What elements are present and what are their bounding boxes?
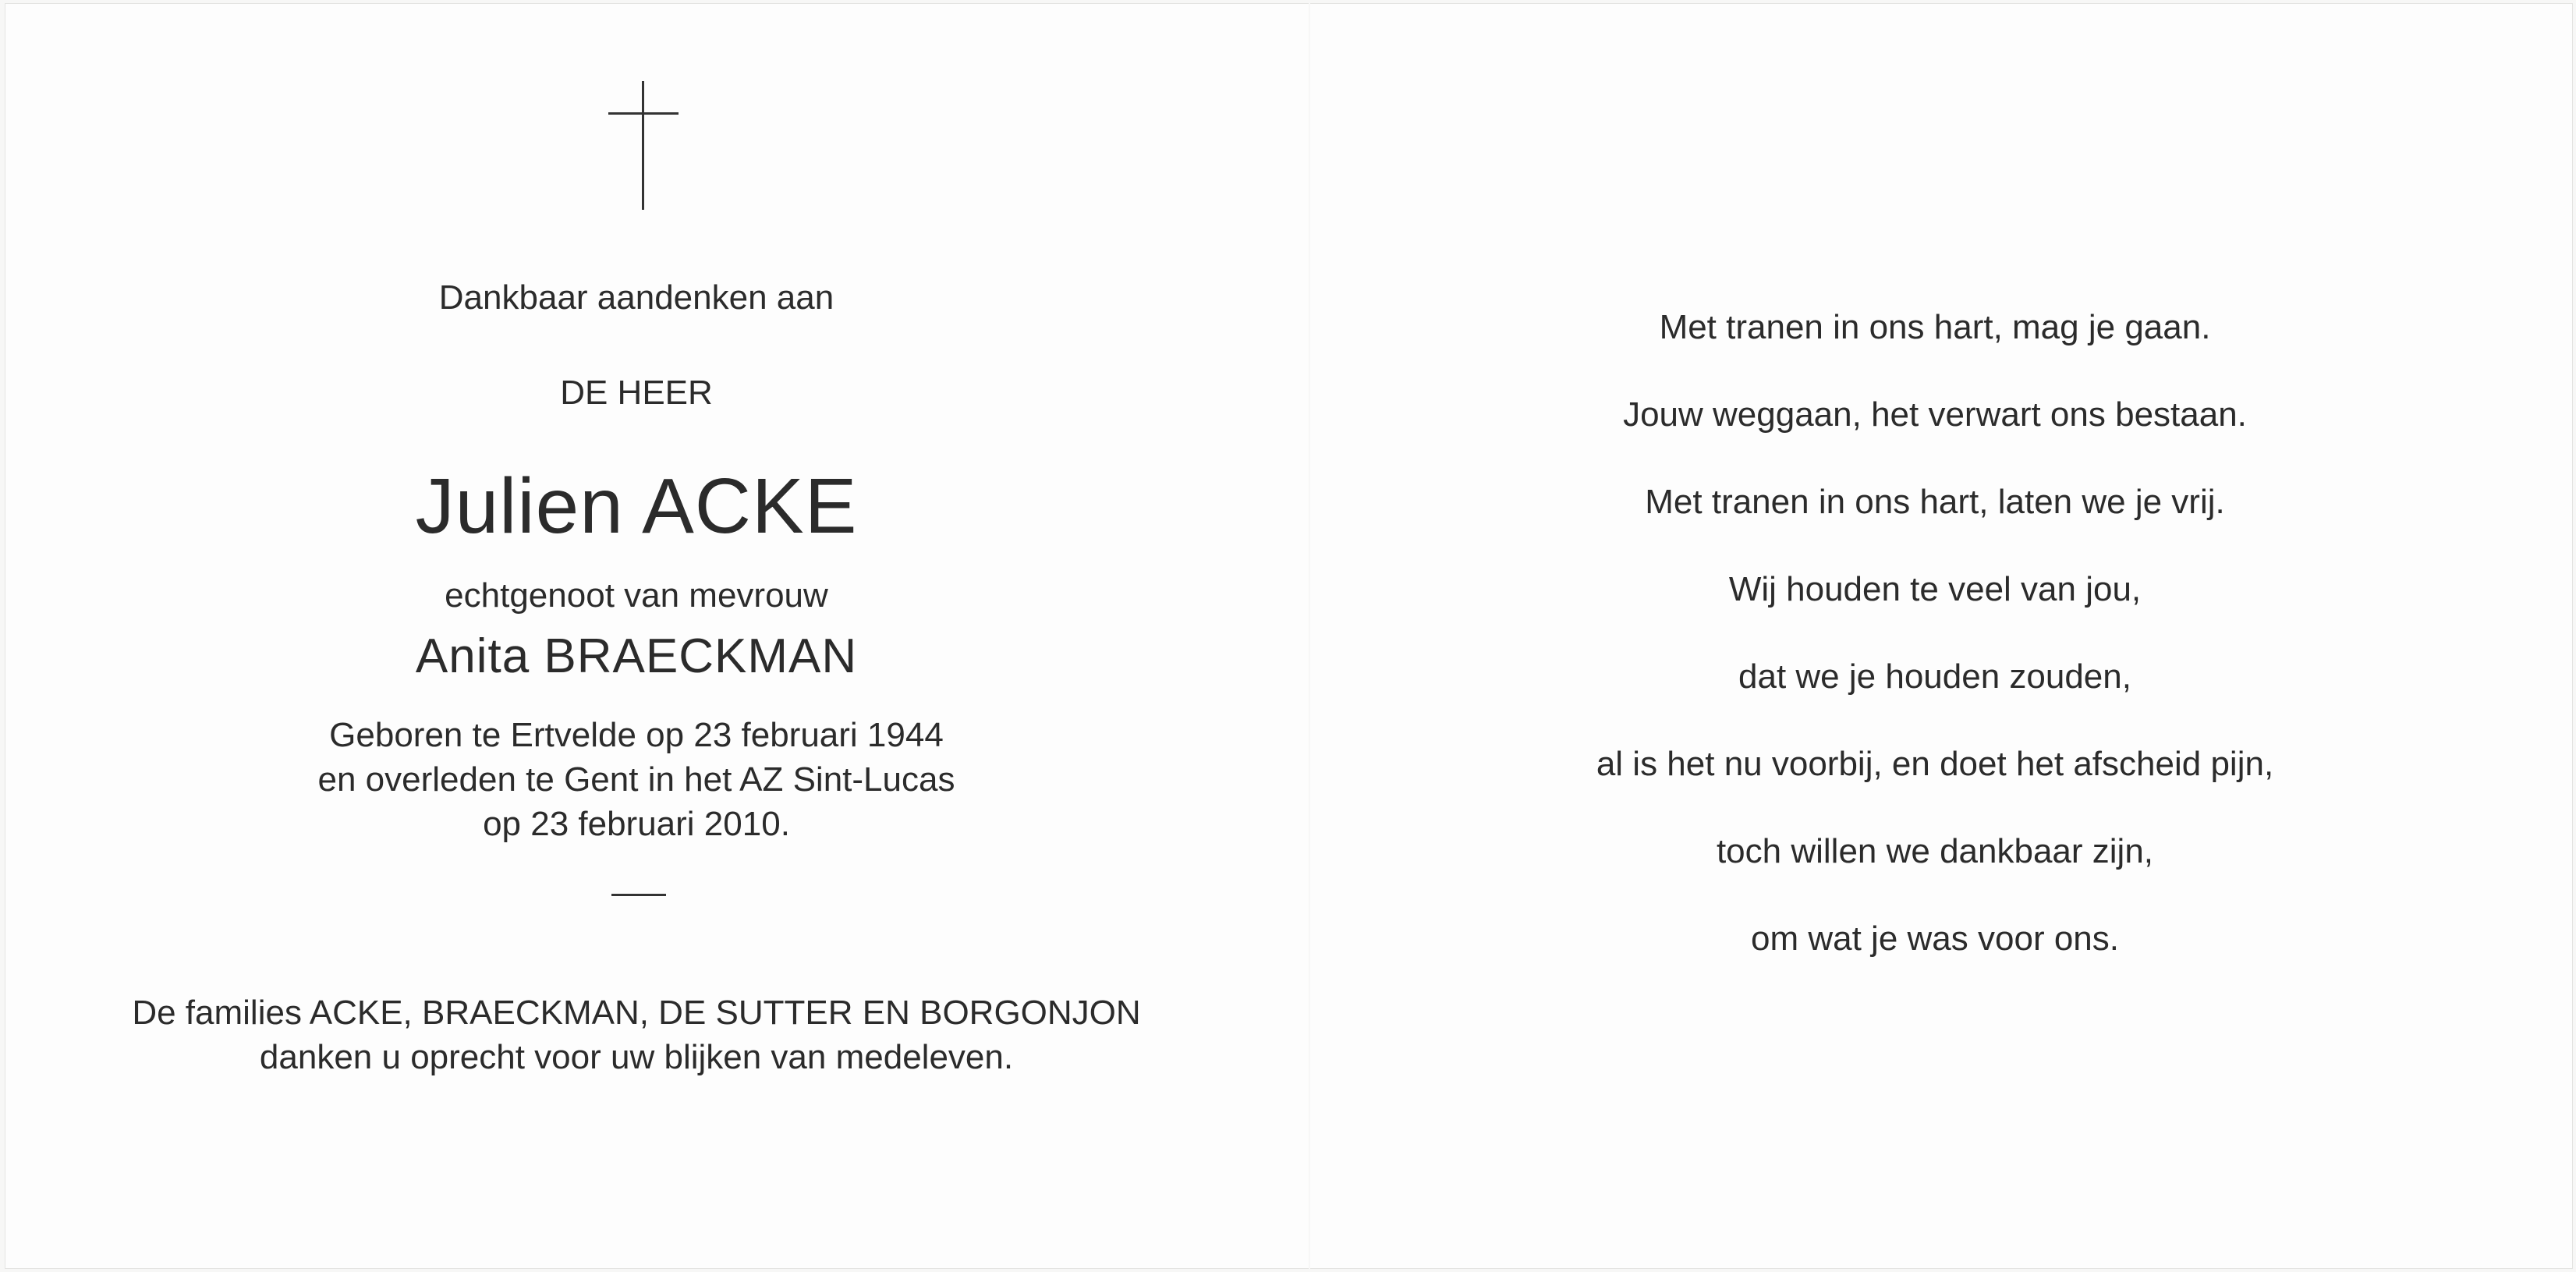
families-line: De families ACKE, BRAECKMAN, DE SUTTER EN BORGONJON — [132, 994, 1141, 1032]
poem-line: Met tranen in ons hart, mag je gaan. — [1659, 308, 2211, 346]
deceased-name: Julien ACKE — [415, 462, 858, 550]
poem-panel — [1486, 3, 2383, 1269]
birth-line: Geboren te Ertvelde op 23 februari 1944 — [329, 716, 944, 754]
thanks-line: danken u oprecht voor uw blijken van medeleven. — [259, 1038, 1014, 1076]
poem-line: toch willen we dankbaar zijn, — [1716, 832, 2154, 870]
poem-line: al is het nu voorbij, en doet het afscheid pijn, — [1596, 745, 2274, 783]
death-line: en overleden te Gent in het AZ Sint-Lucas — [317, 760, 955, 799]
poem-line: dat we je houden zouden, — [1738, 657, 2131, 696]
title-text: DE HEER — [560, 374, 713, 412]
spouse-intro: echtgenoot van mevrouw — [445, 576, 828, 615]
poem-line: om wat je was voor ons. — [1751, 919, 2119, 958]
card-fold — [1309, 3, 1310, 1269]
spouse-name: Anita BRAECKMAN — [415, 629, 858, 683]
cross-icon — [608, 81, 679, 210]
separator-dash — [611, 894, 666, 896]
death-date-line: op 23 februari 2010. — [483, 805, 790, 843]
left-panel — [5, 3, 1268, 1269]
memorial-card — [5, 3, 2573, 1269]
intro-text: Dankbaar aandenken aan — [438, 278, 834, 317]
poem-line: Wij houden te veel van jou, — [1728, 570, 2142, 608]
families-block — [5, 990, 1268, 1079]
poem-line: Jouw weggaan, het verwart ons bestaan. — [1623, 395, 2247, 434]
dates-block — [5, 713, 1268, 846]
poem-line: Met tranen in ons hart, laten we je vrij. — [1645, 483, 2225, 521]
